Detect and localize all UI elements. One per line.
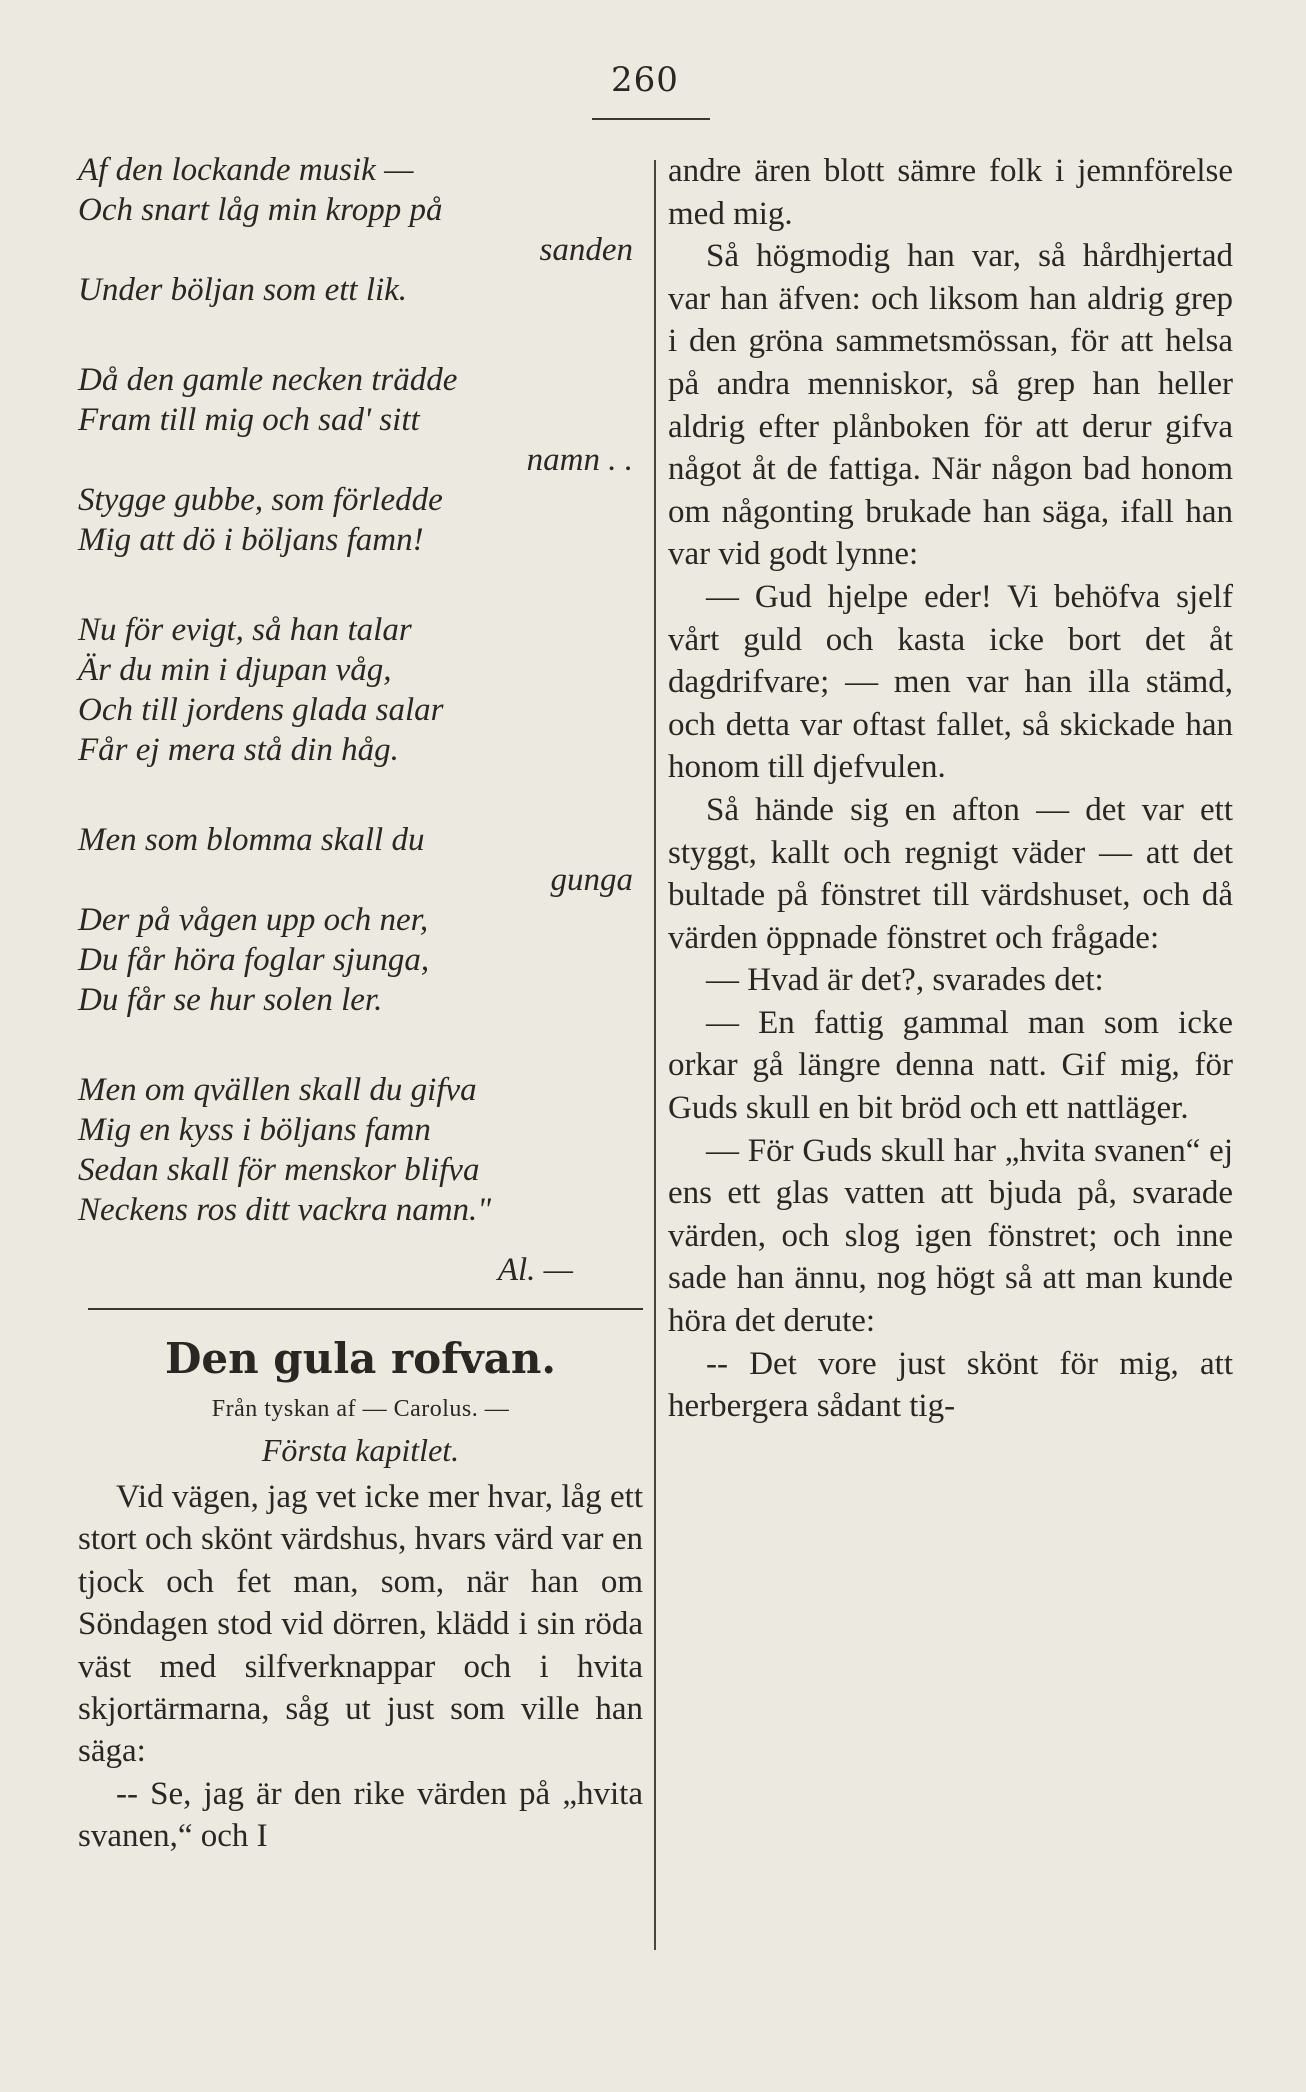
story-paragraph: -- Det vore just skönt för mig, att herbergera sådant tig-: [668, 1345, 1233, 1425]
column-divider: [654, 160, 656, 1950]
poem-line: Då den gamle necken trädde: [78, 362, 458, 398]
poem-line: Och snart låg min kropp på: [78, 192, 443, 228]
poem-stanza: [78, 1070, 643, 1230]
poem-line: Mig att dö i böljans famn!: [78, 522, 424, 558]
left-column: [78, 150, 643, 1858]
page-number-rule: [592, 118, 710, 120]
chapter-heading: Första kapitlet.: [261, 1432, 460, 1468]
section-divider: [88, 1308, 643, 1310]
poem-stanza: [78, 360, 643, 560]
story-title: Den gula rofvan.: [165, 1334, 556, 1383]
poem-stanza: [78, 820, 643, 1020]
poem-line: Der på vågen upp och ner,: [78, 902, 429, 938]
story-paragraph: — Gud hjelpe eder! Vi behöfva sjelf vårt guld och kasta icke bort det åt dagdrifvare; — men var han illa stämd, och detta var oftast fallet, så skickade han honom till djefvulen.: [668, 578, 1233, 786]
poem-line: Får ej mera stå din håg.: [78, 732, 399, 768]
poem-line: Nu för evigt, så han talar: [78, 612, 412, 648]
page-number: 260: [611, 60, 679, 100]
poem-line: Men om qvällen skall du gifva: [78, 1072, 477, 1108]
story-paragraph: — En fattig gammal man som icke orkar gå längre denna natt. Gif mig, för Guds skull en bit bröd och ett nattläger.: [668, 1004, 1233, 1127]
poem-line: Mig en kyss i böljans famn: [78, 1112, 431, 1148]
poem-line: Fram till mig och sad' sitt: [78, 402, 420, 438]
poem-line: namn . .: [526, 442, 633, 478]
story-subtitle: Från tyskan af — Carolus. —: [211, 1396, 510, 1422]
poem-line: sanden: [539, 232, 633, 268]
poem-signature: Al. —: [497, 1252, 573, 1288]
story-paragraph: Så högmodig han var, så hårdhjertad var han äfven: och liksom han aldrig grep i den gröna sammetsmössan, för att helsa på andra menniskor, så grep han heller aldrig efter plånboken för att derur gifva något åt de fattiga. När någon bad honom om någonting brukade han säga, ifall han var vid godt lynne:: [668, 238, 1233, 573]
poem-line: gunga: [550, 862, 633, 898]
poem-line: Och till jordens glada salar: [78, 692, 444, 728]
story-paragraph: — Hvad är det?, svarades det:: [706, 962, 1104, 999]
poem-stanza: [78, 150, 643, 310]
poem-line: Du får se hur solen ler.: [78, 982, 383, 1018]
story-paragraph: Så hände sig en afton — det var ett styggt, kallt och regnigt väder — att det bultade på fönstret till värdshuset, och då värden öppnade fönstret och frågade:: [668, 791, 1233, 956]
poem-line: Du får höra foglar sjunga,: [78, 942, 430, 978]
right-story-text: [668, 150, 1233, 1428]
left-story-text: [78, 1476, 643, 1858]
poem-line: Neckens ros ditt vackra namn.": [78, 1192, 492, 1228]
poem-line: Sedan skall för menskor blifva: [78, 1152, 480, 1188]
story-paragraph: andre ären blott sämre folk i jemnförelse med mig.: [668, 153, 1233, 232]
story-paragraph: Vid vägen, jag vet icke mer hvar, låg ett stort och skönt värdshus, hvars värd var en tjock och fet man, som, när han om Söndagen stod vid dörren, klädd i sin röda väst med silfverknappar och i hvita skjortärmarna, såg ut just som ville han säga:: [78, 1479, 643, 1770]
poem-line: Är du min i djupan våg,: [78, 652, 392, 688]
right-column: [668, 150, 1233, 1428]
poem-line: Under böljan som ett lik.: [78, 272, 408, 308]
story-paragraph: — För Guds skull har „hvita svanen“ ej ens ett glas vatten att bjuda på, svarade värden, och slog igen fönstret; och inne sade han ännu, nog högt så att man kunde höra det derute:: [668, 1132, 1233, 1340]
poem-line: Stygge gubbe, som förledde: [78, 482, 443, 518]
poem: [78, 150, 643, 1230]
poem-line: Af den lockande musik —: [78, 152, 414, 188]
poem-stanza: [78, 610, 643, 770]
story-paragraph: -- Se, jag är den rike värden på „hvita svanen,“ och I: [78, 1775, 643, 1855]
poem-line: Men som blomma skall du: [78, 822, 425, 858]
